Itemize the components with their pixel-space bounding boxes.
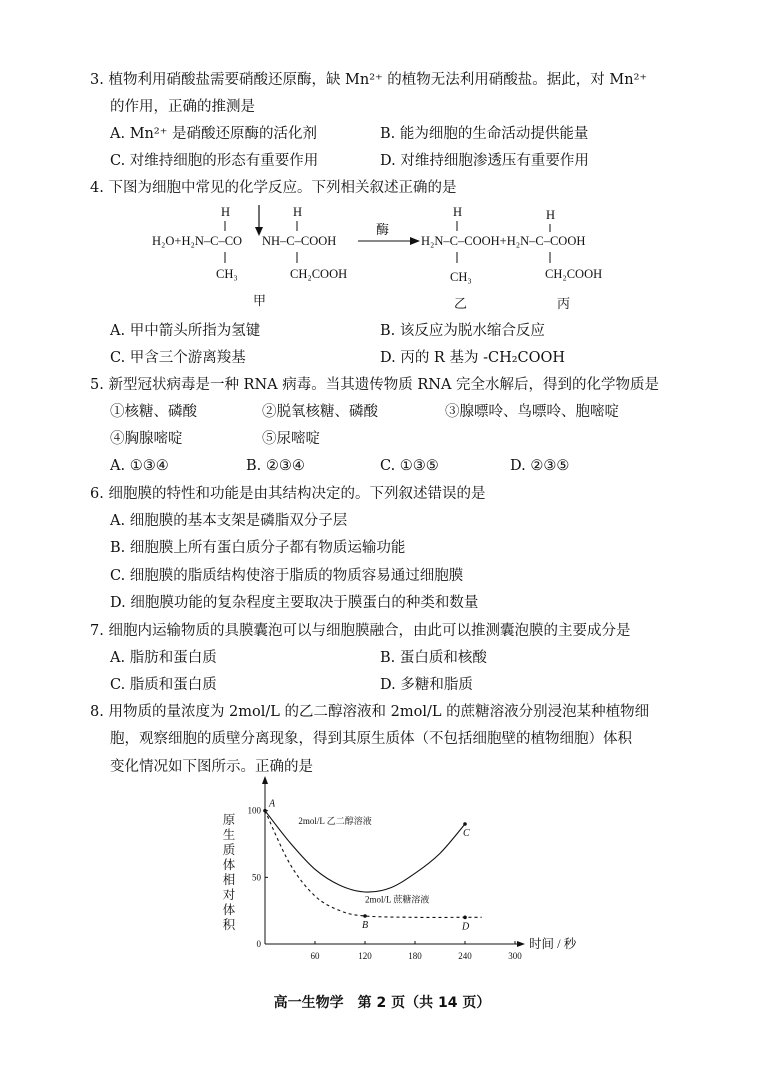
q8-stem-line2: 胞，观察细胞的质壁分离现象，得到其原生质体（不包括细胞壁的植物细胞）体积	[110, 731, 632, 747]
label-bing: 丙	[557, 296, 571, 311]
reaction-h3: H	[453, 205, 463, 219]
volume-chart	[215, 782, 577, 962]
y-axis-label-char: 积	[222, 918, 236, 932]
y-axis-label-char: 质	[222, 843, 236, 857]
x-tick-label: 240	[458, 951, 472, 961]
q3-option-c: C. 对维持细胞的形态有重要作用	[110, 153, 319, 169]
q5-item-4: ④胸腺嘧啶	[110, 431, 183, 447]
q5-option-b: B. ②③④	[246, 458, 305, 474]
y-axis-label-char: 相	[222, 873, 236, 887]
q7-option-c: C. 脂质和蛋白质	[110, 677, 217, 693]
q5-option-d: D. ②③⑤	[510, 458, 570, 474]
label-yi: 乙	[454, 296, 468, 311]
x-tick-label: 120	[358, 951, 372, 961]
q5-item-2: ②脱氧核糖、磷酸	[262, 404, 378, 420]
enzyme-label: 酶	[376, 222, 390, 237]
y-tick-label: 0	[256, 939, 261, 949]
q7-stem: 7. 细胞内运输物质的具膜囊泡可以与细胞膜融合，由此可以推测囊泡膜的主要成分是	[90, 623, 631, 639]
y-tick-label: 100	[247, 805, 261, 816]
q3-option-d: D. 对维持细胞渗透压有重要作用	[380, 153, 589, 169]
page-footer: 高一生物学 第 2 页（共 14 页）	[273, 995, 491, 1011]
q6-option-b: B. 细胞膜上所有蛋白质分子都有物质运输功能	[110, 540, 406, 556]
q6-option-d: D. 细胞膜功能的复杂程度主要取决于膜蛋白的种类和数量	[110, 595, 479, 611]
q5-option-c: C. ①③⑤	[380, 458, 439, 474]
reaction-ch3b: CH₃	[450, 270, 472, 284]
q4-stem: 4. 下图为细胞中常见的化学反应。下列相关叙述正确的是	[90, 180, 457, 196]
point-label-b: B	[362, 920, 369, 931]
y-axis-arrow-icon	[262, 776, 268, 784]
y-axis-label-char: 体	[222, 903, 236, 917]
q4-option-a: A. 甲中箭头所指为氢键	[110, 323, 261, 339]
q4-option-d: D. 丙的 R 基为 -CH₂COOH	[380, 350, 566, 366]
y-axis-label-char: 生	[222, 828, 236, 842]
q4-option-c: C. 甲含三个游离羧基	[110, 350, 246, 366]
reaction-h4: H	[546, 208, 556, 222]
series-label-sucrose: 2mol/L 蔗糖溶液	[365, 894, 430, 905]
x-tick-label: 60	[310, 951, 320, 961]
point-a	[263, 809, 267, 813]
reaction-ch2cooh: CH₂COOH	[290, 267, 348, 281]
series-label-ethylene-glycol: 2mol/L 乙二醇溶液	[298, 816, 372, 826]
point-d	[463, 916, 467, 920]
q7-option-d: D. 多糖和脂质	[380, 677, 473, 693]
point-label-a: A	[269, 798, 276, 810]
label-jia: 甲	[253, 293, 267, 308]
reaction-products: H₂N–C–COOH+H₂N–C–COOH	[421, 234, 586, 248]
q8-stem-line1: 8. 用物质的量浓度为 2mol/L 的乙二醇溶液和 2mol/L 的蔗糖溶液分别浸泡某种植物细	[90, 704, 650, 720]
y-axis-label-char: 体	[222, 858, 236, 872]
q5-item-1: ①核糖、磷酸	[110, 404, 197, 420]
q7-option-a: A. 脂肪和蛋白质	[110, 650, 217, 666]
reaction-diagram	[140, 200, 620, 310]
arrow-right-icon	[410, 237, 420, 245]
point-label-d: D	[462, 921, 470, 933]
reaction-h2: H	[293, 205, 303, 219]
x-tick-label: 180	[408, 951, 422, 961]
point-label-c: C	[463, 828, 470, 839]
point-b	[363, 914, 367, 918]
q4-option-b: B. 该反应为脱水缩合反应	[380, 323, 545, 339]
q5-item-3: ③腺嘌呤、鸟嘌呤、胞嘧啶	[445, 404, 619, 420]
q6-stem: 6. 细胞膜的特性和功能是由其结构决定的。下列叙述错误的是	[90, 486, 486, 502]
q6-option-a: A. 细胞膜的基本支架是磷脂双分子层	[110, 513, 348, 529]
q8-stem-line3: 变化情况如下图所示。正确的是	[110, 759, 313, 775]
q5-option-a: A. ①③④	[110, 458, 169, 474]
reaction-h1: H	[221, 205, 231, 219]
x-axis-label: 时间 / 秒	[529, 937, 577, 951]
q3-option-b: B. 能为细胞的生命活动提供能量	[380, 126, 589, 142]
y-axis-label-char: 原	[222, 813, 236, 827]
q5-stem: 5. 新型冠状病毒是一种 RNA 病毒。当其遗传物质 RNA 完全水解后，得到的化学物质是	[90, 377, 660, 393]
q6-option-c: C. 细胞膜的脂质结构使溶于脂质的物质容易通过细胞膜	[110, 568, 464, 584]
x-tick-label: 300	[508, 951, 522, 961]
q3-option-a: A. Mn²⁺ 是硝酸还原酶的活化剂	[110, 126, 317, 142]
reaction-ch3: CH₃	[216, 267, 238, 281]
q5-item-5: ⑤尿嘧啶	[262, 431, 320, 447]
reaction-left-acid: NH–C–COOH	[262, 234, 337, 248]
q7-option-b: B. 蛋白质和核酸	[380, 650, 487, 666]
x-axis-arrow-icon	[517, 941, 525, 947]
q3-stem-line2: 的作用，正确的推测是	[110, 99, 255, 115]
reaction-left-amine: H₂O+H₂N–C–CO	[152, 234, 243, 248]
q3-stem-line1: 3. 植物利用硝酸盐需要硝酸还原酶，缺 Mn²⁺ 的植物无法利用硝酸盐。据此，对 Mn²⁺	[90, 72, 648, 88]
point-c	[463, 822, 467, 826]
y-tick-label: 50	[252, 872, 261, 883]
y-axis-label-char: 对	[222, 888, 236, 902]
reaction-ch2cooh-b: CH₂COOH	[545, 267, 603, 281]
